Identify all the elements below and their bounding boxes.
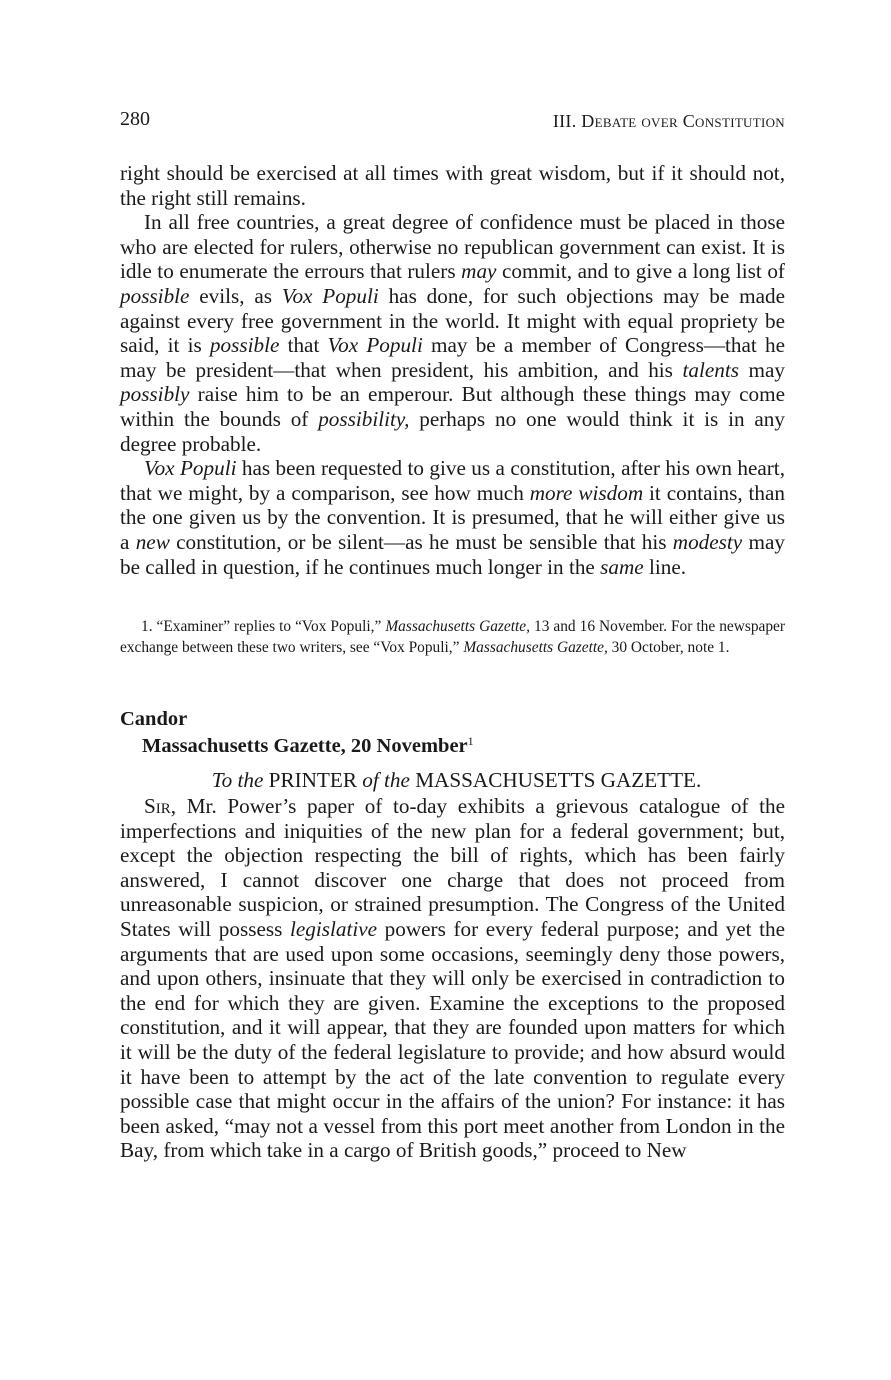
italic-text: possible <box>120 283 190 308</box>
text-run: constitution, or be silent—as he must be sensible that his <box>169 529 673 554</box>
text-run: PRINTER <box>263 768 363 792</box>
italic-text: more wisdom <box>529 480 644 505</box>
italic-text: Massachusetts Gazette, <box>463 639 608 656</box>
italic-text: may <box>461 259 497 284</box>
text-run: may be a member of Congress—that he may be president—that when president, his ambition, and his <box>120 333 785 382</box>
paragraph <box>120 794 785 1163</box>
text-run: powers for every federal purpose; and yet the arguments that are used upon some occasions, seemingly deny those powers, and upon others, insinuate that they will only be exercised in contradiction to the end for which they are given. Examine the exceptions to the proposed constitution, and it will appear, that they are founded upon matters for which it will be the duty of the federal legislature to provide; and how absurd would it have been to attempt by the act of the late convention to regulate every possible case that might occur in the affairs of the union? For instance: it has been asked, “may not a vessel from this port meet another from London in the Bay, from which take in a cargo of British goods,” proceed to New <box>120 916 785 1163</box>
text-run: right should be exercised at all times with great wisdom, but if it should not, the right still remains. <box>120 161 785 210</box>
document-source-text: Massachusetts Gazette, 20 November <box>142 735 468 757</box>
paragraph <box>120 161 785 210</box>
text-run: 1. “Examiner” replies to “Vox Populi,” <box>141 618 386 635</box>
italic-text: legislative <box>289 916 378 941</box>
footnote-marker: 1 <box>467 734 474 748</box>
text-run: Mr. Power’s paper of to-day exhibits a grievous catalogue of the imperfections and iniquities of the new plan for a federal government; but, except the objection respecting the bill of rights, which has been fairly answered, I cannot discover one charge that does not proceed from unreasonable suspicion, or strained presumption. The Congress of the United States will possess <box>120 794 785 941</box>
text-run: commit, and to give a long list of <box>496 259 785 284</box>
paragraph <box>120 210 785 456</box>
footnote <box>120 616 785 658</box>
text-run: MASSACHUSETTS GAZETTE. <box>409 768 702 792</box>
italic-text: possibility, <box>318 406 410 431</box>
text-run: has done, for such objections may be made against every free government in the world. It might with equal propriety be said, it is <box>120 283 785 358</box>
body-text-examiner <box>120 161 785 579</box>
salutation <box>120 768 785 793</box>
paragraph <box>120 456 785 579</box>
small-caps-text: Sir, <box>144 794 177 818</box>
italic-text: new <box>135 529 170 554</box>
footnote-text <box>120 616 785 658</box>
page-number: 280 <box>120 108 150 130</box>
text-run: has been requested to give us a constitution, after his own heart, that we might, by a comparison, see how much <box>120 456 785 505</box>
text-run: line. <box>643 554 687 579</box>
italic-text: possible <box>209 333 280 358</box>
text-run: may <box>738 357 785 382</box>
text-run: 30 October, note 1. <box>607 639 730 656</box>
text-run: it contains, than the one given us by the convention. It is presumed, that he will either give us a <box>120 480 785 554</box>
document-source <box>142 734 474 758</box>
text-run: 13 and 16 November. For the newspaper exchange between these two writers, see “Vox Populi,” <box>120 618 786 656</box>
italic-text: possibly <box>120 382 190 407</box>
text-run: perhaps no one would think it is in any degree probable. <box>120 406 785 456</box>
italic-text: Vox Populi <box>144 456 237 481</box>
text-run: In all free countries, a great degree of confidence must be placed in those who are elected for rulers, otherwise no republican government can exist. It is idle to enumerate the errours that rulers <box>120 210 785 284</box>
italic-text: Vox Populi <box>281 283 379 308</box>
section-title: III. Debate over Constitution <box>552 111 785 131</box>
italic-text: To the <box>211 768 264 792</box>
running-head <box>120 108 785 138</box>
body-text-candor <box>120 794 785 1163</box>
italic-text: modesty <box>672 529 743 554</box>
italic-text: same <box>600 554 644 579</box>
italic-text: Massachusetts Gazette, <box>385 618 530 635</box>
text-run: evils, as <box>189 283 282 308</box>
text-run: may be called in question, if he continues much longer in the <box>120 529 785 579</box>
italic-text: Vox Populi <box>327 333 423 358</box>
document-title: Candor <box>120 708 188 730</box>
italic-text: of the <box>362 768 410 792</box>
text-run: raise him to be an emperour. But although these things may come within the bounds of <box>120 382 785 431</box>
text-run: that <box>279 333 328 358</box>
italic-text: talents <box>682 357 739 382</box>
